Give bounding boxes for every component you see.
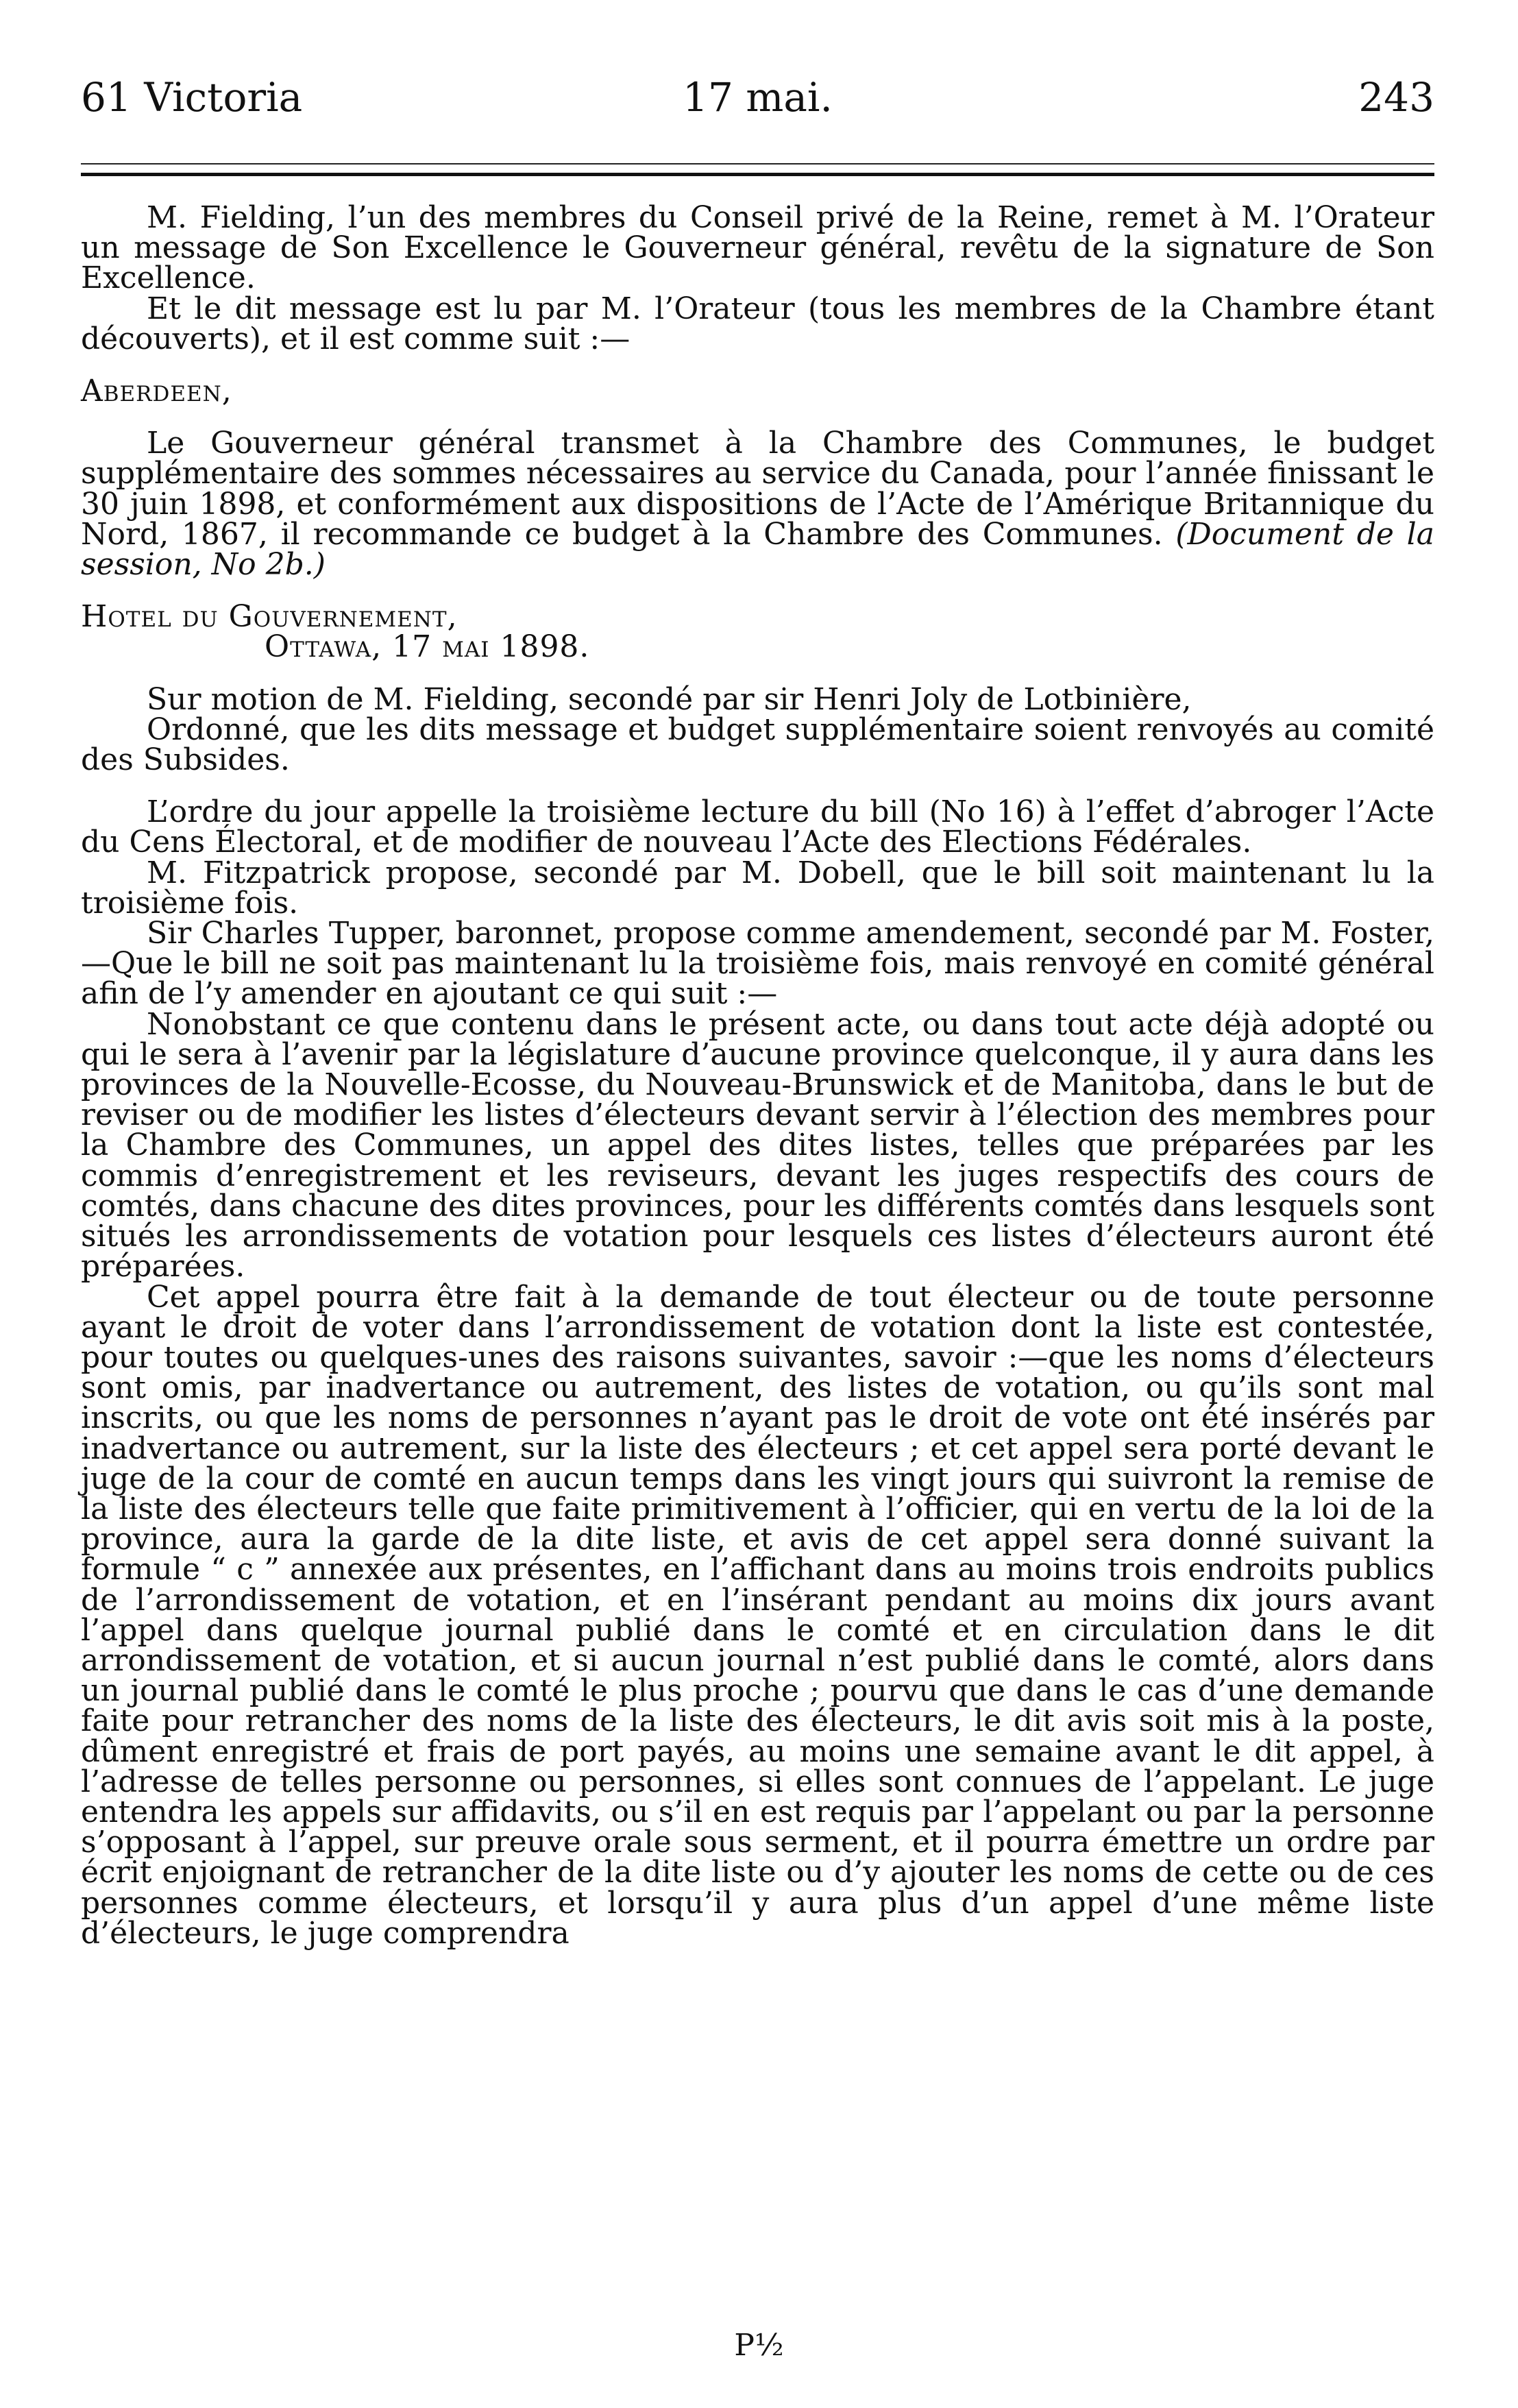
- paragraph-message-delivered: M. Fielding, l’un des membres du Conseil privé de la Reine, remet à M. l’Orateur un message de Son Excellence le Gouverneur général, revêtu de la signature de Son Excellence.: [81, 200, 1434, 296]
- place-line-2: [81, 629, 1434, 665]
- paragraph-motion: Sur motion de M. Fielding, secondé par sir Henri Joly de Lotbinière,: [147, 681, 1192, 717]
- place-date: Ottawa, 17 mai 1898.: [265, 629, 590, 665]
- place-line-1: Hotel du Gouvernement,: [81, 599, 458, 635]
- page-header: [81, 74, 1434, 129]
- page-body: [81, 200, 1434, 1951]
- signature-mark: P½: [734, 2328, 784, 2363]
- header-rule-thick: [81, 173, 1434, 176]
- budget-message-text: Le Gouverneur général transmet à la Chambre des Communes, le budget supplémentaire des sommes nécessaires au service du Canada, pour l’année finissant le 30 juin 1898, et conformément aux dispositions de l’Acte de l’Amérique Britannique du Nord, 1867, il recommande ce budget à la Chambre des Communes.: [81, 426, 1434, 552]
- paragraph-order-of-day: L’ordre du jour appelle la troisième lecture du bill (No 16) à l’effet d’abroger l’Acte du Cens Électoral, et de modifier de nouveau l’Acte des Elections Fédérales.: [81, 794, 1434, 860]
- header-date: 17 mai.: [683, 74, 833, 121]
- paragraph-message-read: Et le dit message est lu par M. l’Orateur (tous les membres de la Chambre étant découverts), et il est comme suit :—: [81, 291, 1434, 356]
- page-number: 243: [1358, 74, 1434, 121]
- paragraph-budget-message: [81, 426, 1434, 583]
- header-rule-thin: [81, 163, 1434, 165]
- paragraph-appeal: Cet appel pourra être fait à la demande de tout électeur ou de toute personne ayant le droit de voter dans l’arrondissement de votation dont la liste est contestée, pour toutes ou quelques-unes des raisons suivantes, savoir :—que les noms d’électeurs sont omis, par inadvertance ou autrement, des listes de votation, ou qu’ils sont mal inscrits, ou que les noms de personnes n’ayant pas le droit de vote ont été insérés par inadvertance ou autrement, sur la liste des électeurs ; et cet appel sera porté devant le juge de la cour de comté en aucun temps dans les vingt jours qui suivront la remise de la liste des électeurs telle que faite primitivement à l’officier, qui en vertu de la loi de la province, aura la garde de la dite liste, et avis de cet appel sera donné suivant la formule “ c ” annexée aux présentes, en l’affichant dans au moins trois endroits publics de l’arrondissement de votation, et en l’insérant pendant au moins dix jours avant l’appel dans quelque journal publié dans le comté et en circulation dans le dit arrondissement de votation, et si aucun journal n’est publié dans le comté, alors dans un journal publié dans le comté le plus proche ; pourvu que dans le cas d’une demande faite pour retrancher des noms de la liste des électeurs, le dit avis soit mis à la poste, dûment enregistré et frais de port payés, au moins une semaine avant le dit appel, à l’adresse de telles personne ou personnes, si elles sont connues de l’appelant. Le juge entendra les appels sur affidavits, ou s’il en est requis par l’appelant ou par la personne s’opposant à l’appel, sur preuve orale sous serment, et il pourra émettre un ordre par écrit enjoignant de retrancher de la dite liste ou d’y ajouter les noms de cette ou de ces personnes comme électeurs, et lorsqu’il y aura plus d’un appel d’une même liste d’électeurs, le juge comprendra: [81, 1279, 1434, 1951]
- paragraph-tupper-amendment: Sir Charles Tupper, baronnet, propose comme amendement, secondé par M. Foster,—Que le bill ne soit pas maintenant lu la troisième fois, mais renvoyé en comité général afin de l’y amender en ajoutant ce qui suit :—: [81, 916, 1434, 1012]
- signature-aberdeen: Aberdeen,: [81, 374, 232, 409]
- paragraph-ordered: Ordonné, que les dits message et budget supplémentaire soient renvoyés au comité des Subsides.: [81, 712, 1434, 778]
- header-session: 61 Victoria: [81, 74, 303, 121]
- paragraph-nonobstant: Nonobstant ce que contenu dans le présent acte, ou dans tout acte déjà adopté ou qui le sera à l’avenir par la législature d’aucune province quelconque, il y aura dans les provinces de la Nouvelle-Ecosse, du Nouveau-Brunswick et de Manitoba, dans le but de reviser ou de modifier les listes d’électeurs devant servir à l’élection des membres pour la Chambre des Communes, un appel des dites listes, telles que préparées par les commis d’enregistrement et les reviseurs, devant les juges respectifs des cours de comtés, dans chacune des dites provinces, pour les différents comtés dans lesquels sont situés les arrondissements de votation pour lesquels ces listes d’électeurs auront été préparées.: [81, 1006, 1434, 1285]
- document-reference: (Document de la session, No 2b.): [81, 516, 1434, 583]
- paragraph-fitzpatrick: M. Fitzpatrick propose, secondé par M. Dobell, que le bill soit maintenant lu la troisième fois.: [81, 855, 1434, 921]
